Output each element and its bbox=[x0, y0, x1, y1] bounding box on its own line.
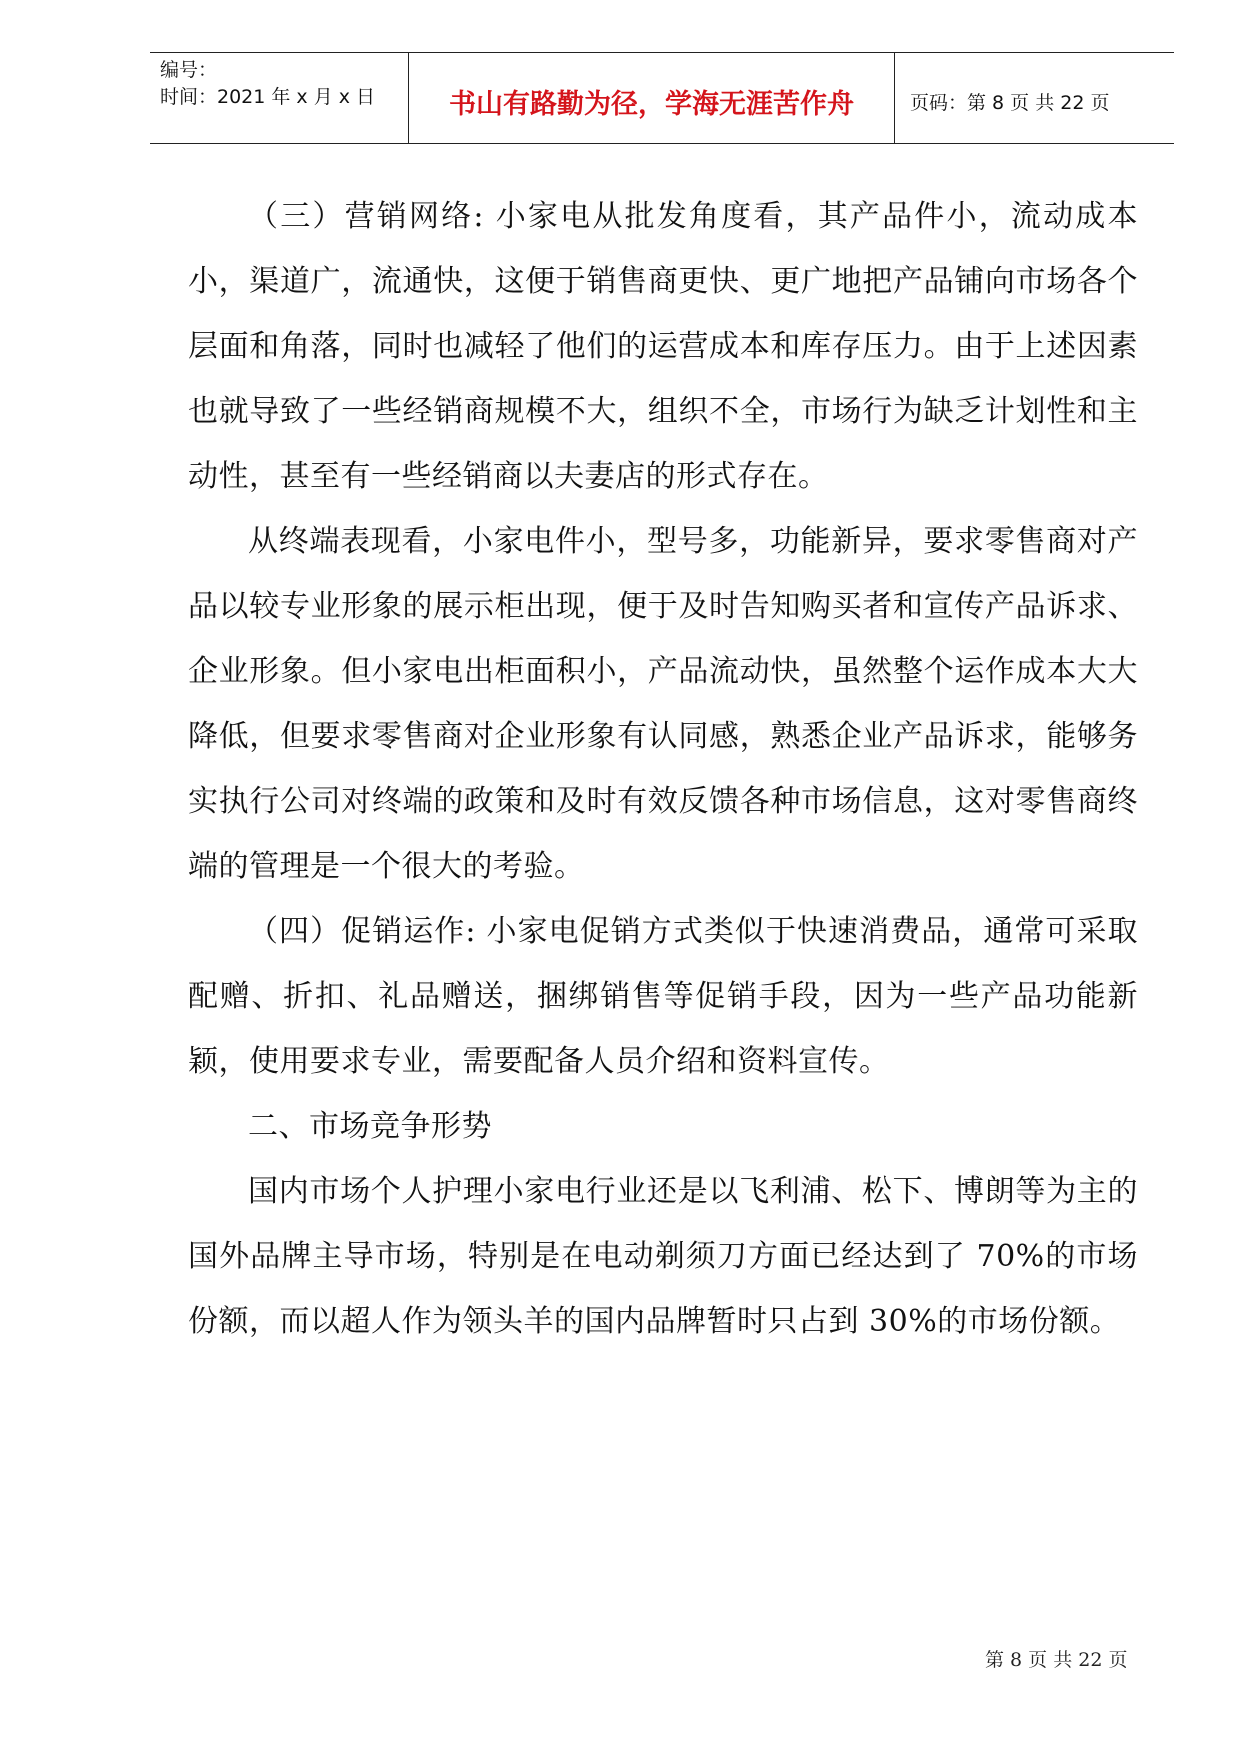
paragraph-marketing-network: （三）营销网络: 小家电从批发角度看，其产品件小，流动成本小，渠道广，流通快，这便于销售商更快、更广地把产品铺向市场各个层面和角落，同时也减轻了他们的运营成本和库存压力。由于上述因素也就导致了一些经销商规模不大，组织不全，市场行为缺乏计划性和主动性，甚至有一些经销商以夫妻店的形式存在。 bbox=[188, 199, 1138, 494]
paragraph-promotion: （四）促销运作: 小家电促销方式类似于快速消费品，通常可采取配赠、折扣、礼品赠送，捆绑销售等促销手段，因为一些产品功能新颖，使用要求专业，需要配备人员介绍和资料宣传。 bbox=[188, 914, 1138, 1079]
paragraph-terminal-performance: 从终端表现看，小家电件小，型号多，功能新异，要求零售商对产品以较专业形象的展示柜出现，便于及时告知购买者和宣传产品诉求、企业形象。但小家电出柜面积小，产品流动快，虽然整个运作成本大大降低，但要求零售商对企业形象有认同感，熟悉企业产品诉求，能够务实执行公司对终端的政策和及时有效反馈各种市场信息，这对零售商终端的管理是一个很大的考验。 bbox=[188, 524, 1138, 884]
section-heading-competition: 二、市场竞争形势 bbox=[248, 1109, 492, 1144]
page-header bbox=[150, 52, 1174, 144]
header-page-code: 页码：第 8 页 共 22 页 bbox=[910, 91, 1110, 114]
paragraph-market-share: 国内市场个人护理小家电行业还是以飞利浦、松下、博朗等为主的国外品牌主导市场，特别是在电动剃须刀方面已经达到了 70%的市场份额，而以超人作为领头羊的国内品牌暂时只占到 30%的市场份额。 bbox=[188, 1174, 1138, 1339]
document-body bbox=[188, 184, 1138, 1354]
page-footer: 第 8 页 共 22 页 bbox=[985, 1649, 1128, 1671]
number-label: 编号： bbox=[160, 59, 218, 81]
header-meta bbox=[150, 53, 409, 143]
time-label: 时间：2021 年 x 月 x 日 bbox=[160, 86, 376, 108]
header-motto: 书山有路勤为径，学海无涯苦作舟 bbox=[409, 53, 895, 143]
